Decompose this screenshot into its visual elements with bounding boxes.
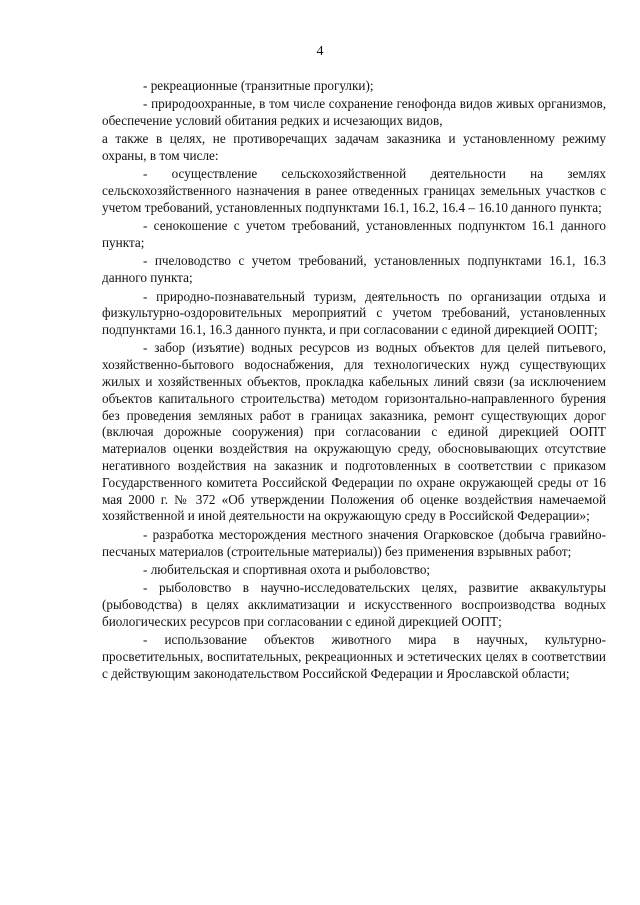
paragraph-haymaking: - сенокошение с учетом требований, установленных подпунктом 16.1 данного пункта; (102, 218, 606, 251)
paragraph-agriculture: - осуществление сельскохозяйственной деятельности на землях сельскохозяйственного назначения в ранее отведенных границах земельных участков с учетом требований, установленных подпунктами 16.1, 16.2, 16.4 – 16.10 данного пункта; (102, 166, 606, 216)
paragraph-also-purposes: а также в целях, не противоречащих задачам заказника и установленному режиму охраны, в том числе: (102, 131, 606, 164)
paragraph-recreational: - рекреационные (транзитные прогулки); (143, 78, 374, 93)
paragraph-water-intake: - забор (изъятие) водных ресурсов из водных объектов для целей питьевого, хозяйственно-бытового водоснабжения, для технологических нужд существующих жилых и хозяйственных объектов, прокладка кабельных линий связи (за исключением объектов капитального строительства) методом горизонтально-направленного бурения без проведения земляных работ в границах заказника, ремонт существующих дорог (включая дорожные сооружения) при согласовании с единой дирекцией ООПТ материалов оценки воздействия на окружающую среду, обосновывающих отсутствие негативного воздействия на заказник и подготовленных в соответствии с приказом Государственного комитета Российской Федерации по охране окружающей среды от 16 мая 2000 г. № 372 «Об утверждении Положения об оценке воздействия намечаемой хозяйственной и иной деятельности на окружающую среду в Российской Федерации»; (102, 340, 606, 524)
paragraph-deposit-development: - разработка месторождения местного значения Огарковское (добыча гравийно-песчаных материалов (строительные материалы)) без применения взрывных работ; (102, 526, 606, 559)
paragraph-nature-protection: - природоохранные, в том числе сохранение генофонда видов живых организмов, обеспечение условий обитания редких и исчезающих видов, (102, 96, 606, 129)
document-body (102, 78, 606, 684)
paragraph-hunting-fishing: - любительская и спортивная охота и рыболовство; (143, 561, 431, 577)
page-number: 4 (316, 44, 324, 59)
paragraph-research-fishing: - рыболовство в научно-исследовательских целях, развитие аквакультуры (рыбоводства) в целях акклиматизации и искусственного воспроизводства водных биологических ресурсов при согласовании с единой дирекцией ООПТ; (102, 580, 606, 629)
paragraph-beekeeping: - пчеловодство с учетом требований, установленных подпунктами 16.1, 16.3 данного пункта; (102, 253, 606, 286)
paragraph-wildlife-use: - использование объектов животного мира в научных, культурно-просветительных, воспитательных, рекреационных и эстетических целях в соответствии с действующим законодательством Российской Федерации и Ярославской области; (102, 632, 606, 681)
paragraph-tourism: - природно-познавательный туризм, деятельность по организации отдыха и физкультурно-оздоровительных мероприятий с учетом требований, установленных подпунктами 16.1, 16.3 данного пункта, и при согласовании с единой дирекцией ООПТ; (102, 288, 606, 338)
